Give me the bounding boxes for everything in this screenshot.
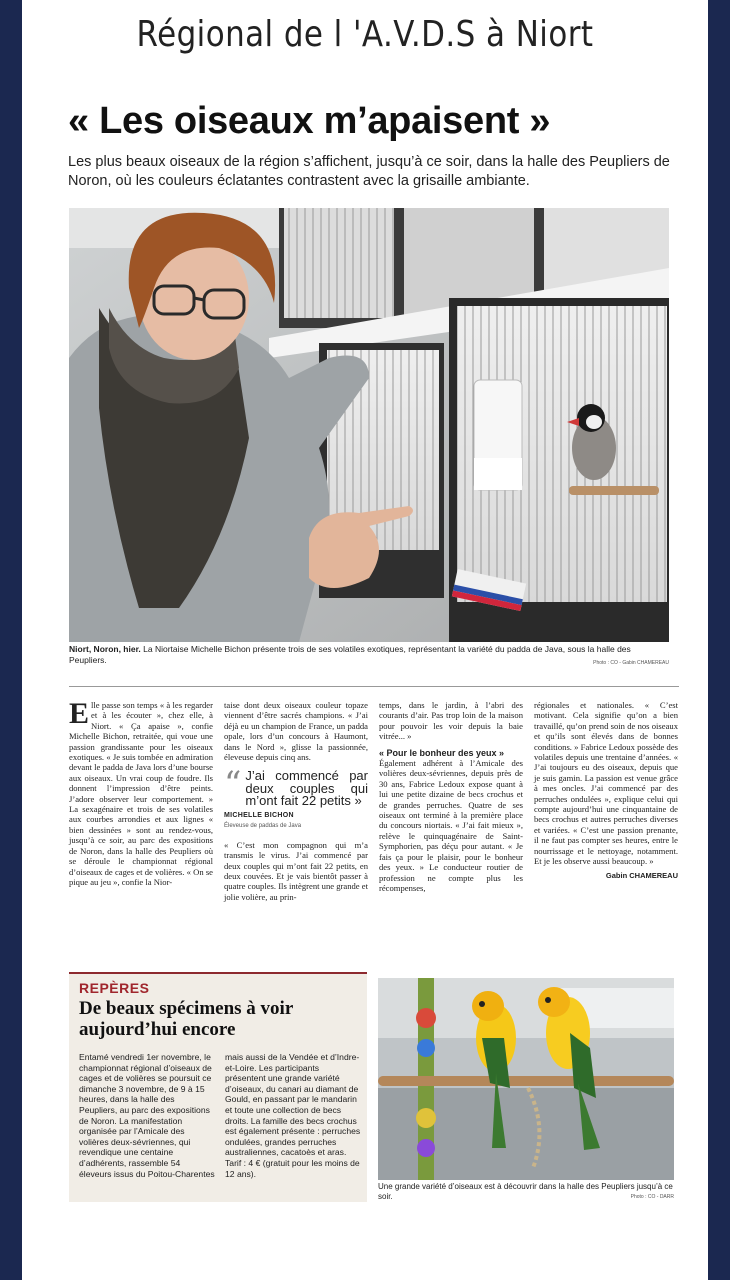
reperes-body — [79, 1052, 361, 1179]
quote-mark-icon: “ — [224, 764, 242, 805]
reperes-label: REPÈRES — [79, 980, 150, 996]
bird-photo-illustration — [378, 978, 674, 1180]
main-photo-illustration — [69, 208, 669, 642]
page-header-title: Régional de l 'A.V.D.S à Niort — [136, 14, 594, 55]
column-3-text-b: Également adhérent à l’Amicale des volières deux-sévriennes, depuis près de 30 ans, Fabrice Ledoux expose quant à lui une petite dizaine de becs crochus et de grandes perruches. Quatre de ses oiseaux ont terminé à la première place du concours niortais. « J’ai fait mieux », relève le quinquagénaire de Saint-Symphorien, pas déçu pour autant. « Je fais ça pour le plaisir, pour le bonheur des yeux. » Le conducteur routier de profession ne compte plus les récompenses, — [379, 758, 523, 893]
reperes-box — [69, 972, 367, 1202]
pull-quote-text: J’ai commencé par deux couples qui m’ont fait 22 petits » — [245, 768, 368, 809]
column-1-text: lle passe son temps « à les regarder et à les écouter », chez elle, à Niort. « Ça apaise », confie Michelle Bichon, retraitée, qui voue une passion grandissante pour les oiseaux exotiques. « Je suis tombée en admiration devant le padda de Java lors d’une bourse aux oiseaux. Un vrai coup de foudre. Ils donnent l’impression d’être peints. J’adore observer leur comportement. » La sexagénaire et trois de ses volatiles aux courbes arrondies et aux lignes « bien dessinées » sont au rendez-vous, jusqu’à ce soir, au parc des expositions de Noron, dans la halle des Peupliers où se déroule le championnat régional d’oiseaux de cages et de volières. « On se pique au jeu », confie la Nior- — [69, 700, 213, 887]
reperes-body-text: Entamé vendredi 1er novembre, le championnat régional d’oiseaux de cages et de volières se poursuit ce dimanche 3 novembre, de 9 à 15 heures, dans la halle des Peupliers, au parc des expositions de Noron. La manifestation organisée par l’Amicale des volières deux-sévriennes, qui revendique une centaine d’adhérents, rassemble 54 éleveurs issus du Poitou-Charentes mais aussi de la Vendée et d’Indre-et-Loire. Les participants présentent une grande variété d’oiseaux, du canari au diamant de Gould, en passant par le mandarin et toute une collection de becs droits. La famille des becs crochus est également présente : perruches ondulées, grandes perruches australiennes, cacatoès et aras. Tarif : 4 € (gratuit pour les moins de 12 ans). — [79, 1052, 361, 1179]
article-signature: Gabin CHAMEREAU — [605, 870, 678, 880]
newspaper-page — [22, 0, 708, 1280]
article-subhead: « Pour le bonheur des yeux » — [379, 747, 505, 758]
article-column-2 — [224, 700, 368, 902]
main-photo-caption-text: La Niortaise Michelle Bichon présente trois de ses volatiles exotiques, représentant la variété du padda de Java, sous la halle des Peupliers. — [69, 644, 631, 665]
article-column-3 — [379, 700, 523, 893]
main-photo-caption — [69, 644, 669, 666]
main-photo-woman-with-birds — [69, 208, 669, 642]
pull-quote-author: MICHELLE BICHON — [224, 811, 294, 819]
column-3-text-a: temps, dans le jardin, à l’abri des courants d’air. Pas trop loin de la maison pour pouvoir les voir depuis la baie vitrée... » — [379, 700, 523, 742]
pull-quote-role: Éleveuse de paddas de Java — [224, 823, 302, 830]
main-photo-credit: Photo : CO - Gabin CHAMEREAU — [593, 660, 669, 666]
article-lead: Les plus beaux oiseaux de la région s’affichent, jusqu’à ce soir, dans la halle des Peupliers de Noron, où les couleurs éclatantes contrastent avec la grisaille ambiante. — [68, 154, 670, 189]
column-4-text: régionales et nationales. « C’est motivant. Cela signifie qu’on a bien travaillé, qu’on prend soin de nos oiseaux et qu’ils sont élevés dans de bonnes conditions. » Fabrice Ledoux possède des volatiles depuis une trentaine d’années. « J’ai toujours eu des oiseaux, depuis que je suis gamin. La passion est venue grâce à mes oncles. J’ai commencé par des perruches ondulées », explique celui qui compte aujourd’hui une cinquantaine de becs crochus et autres perruches diverses et variées. « C’est une passion prenante, il ne faut pas compter ses heures, entre le nourrissage et le nettoyage, notamment. Et je les observe aussi beaucoup. » — [534, 700, 678, 867]
article-body — [69, 697, 679, 925]
column-2-text-a: taise dont deux oiseaux couleur topaze viennent d’être sacrés champions. « J’ai déjà eu un champion de France, un padda opale, lors d’un concours à Haumont, dans le Nord », glisse la passionnée, éleveuse depuis cinq ans. — [224, 700, 368, 763]
article-column-1 — [69, 697, 213, 887]
bird-photo-parakeets — [378, 978, 674, 1180]
article-column-4 — [534, 700, 678, 881]
divider — [69, 686, 679, 687]
column-2-text-b: « C’est mon compagnon qui m’a transmis le virus. J’ai commencé par deux couples qui m’ont fait 22 petits, en deux couvées. Et je vais bientôt passer à quatre couples. Ils intègrent une grande et jolie volière, au prin- — [224, 839, 368, 902]
pull-quote — [224, 764, 368, 831]
article-headline: « Les oiseaux m’apaisent » — [68, 100, 551, 142]
main-photo-caption-location: Niort, Noron, hier. — [69, 644, 141, 654]
reperes-title: De beaux spécimens à voir aujourd’hui encore — [79, 998, 293, 1040]
bird-photo-caption-text: Une grande variété d’oiseaux est à découvrir dans la halle des Peupliers jusqu’à ce soir. — [378, 1182, 673, 1201]
bird-photo-credit: Photo : CO - DARR — [630, 1194, 674, 1200]
drop-cap: E — [69, 697, 90, 730]
bird-photo-caption — [378, 1182, 674, 1202]
